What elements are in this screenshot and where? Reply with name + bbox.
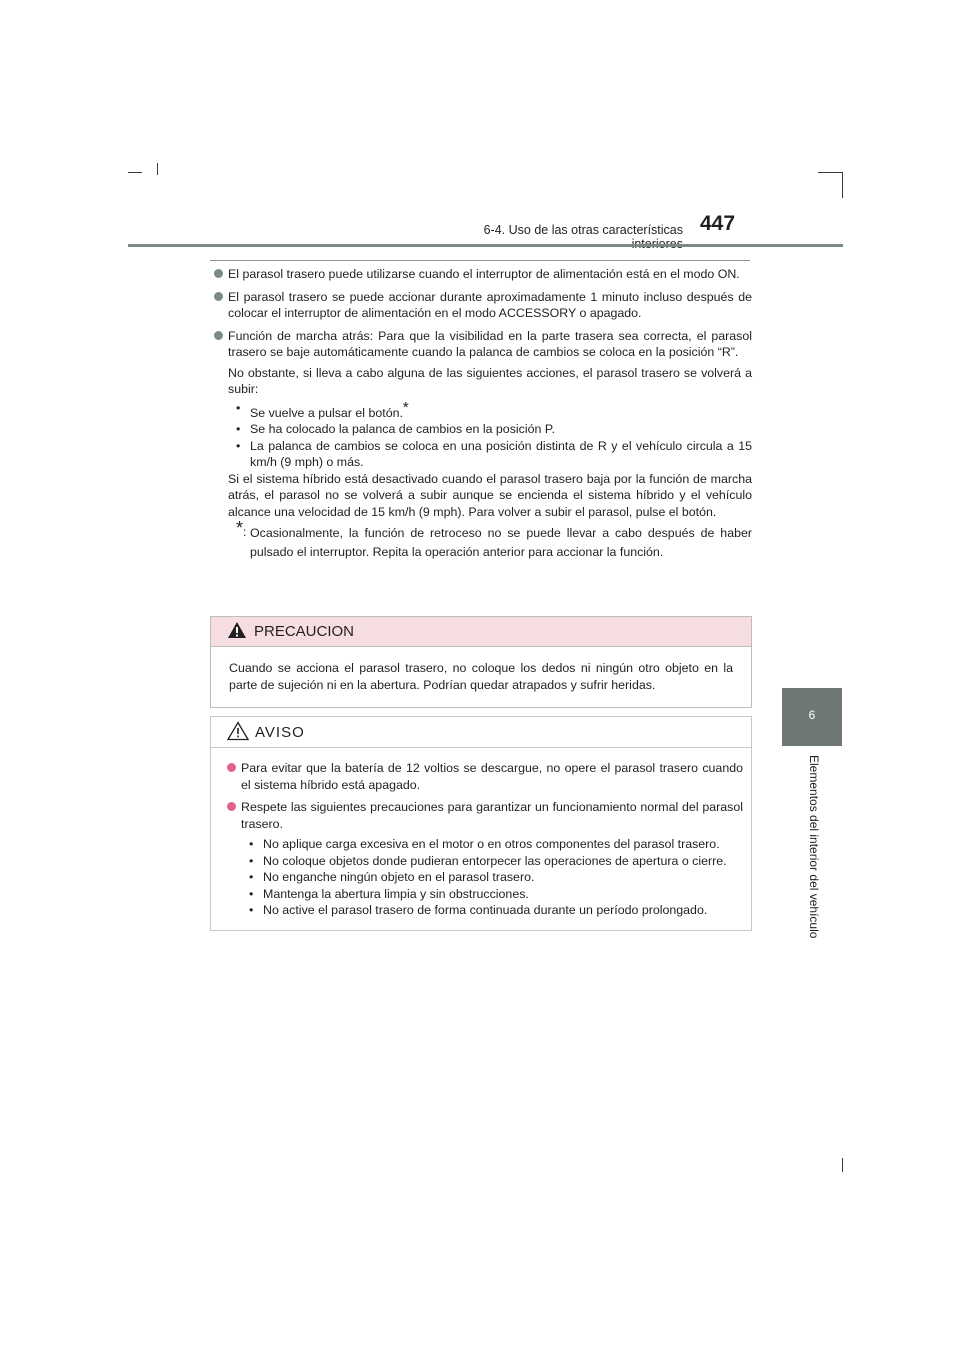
sub-bullet-icon: • (249, 853, 254, 868)
section-title: 6-4. Uso de las otras características (483, 223, 683, 237)
sub-item: • La palanca de cambios se coloca en una posición distinta de R y el vehículo circula a 15 km/h (9 mph) o más. (236, 438, 752, 470)
bullet-icon (227, 763, 236, 772)
bullet-icon (214, 292, 223, 301)
footnote-colon: : (243, 525, 247, 540)
sub-bullet-icon: • (249, 837, 254, 851)
sub-bullet-icon: • (236, 438, 241, 453)
sub-item: • No coloque objetos donde pudieran entorpecer las operaciones de apertura o cierre. (249, 853, 727, 868)
notice-sub-list (241, 836, 743, 919)
crop-mark (128, 172, 142, 173)
main-content (210, 266, 752, 568)
caution-title: PRECAUCION (254, 623, 355, 640)
notice-header (211, 717, 751, 748)
notice-content (211, 748, 751, 919)
crop-mark (842, 1158, 843, 1172)
notice-triangle-icon (227, 721, 249, 741)
notice-title: AVISO (255, 724, 305, 741)
sub-item: • No aplique carga excesiva en el motor o en otros componentes del parasol trasero. (249, 837, 720, 851)
footnote-star: * (402, 398, 409, 416)
crop-mark (842, 172, 843, 198)
bullet-icon (214, 269, 223, 278)
bullet-icon (214, 331, 223, 340)
caution-box (210, 616, 752, 708)
hybrid-note: Si el sistema híbrido está desactivado cuando el parasol trasero baja por la función de marcha atrás, el parasol no se volverá a subir aunque se encienda el sistema híbrido y el vehículo alcance una velocidad de 15 km/h (9 mph). Para volver a subir el parasol, pulse el botón. (228, 471, 752, 519)
chapter-title: Elementos del interior del vehículo (807, 755, 821, 939)
sub-bullet-icon: • (236, 400, 241, 415)
caution-text: Cuando se acciona el parasol trasero, no coloque los dedos ni ningún otro objeto en la parte de sujeción ni en la abertura. Podrían quedar atrapados y sufrir heridas. (229, 661, 733, 692)
header-rule (128, 244, 843, 247)
list-item: Respete las siguientes precauciones para garantizar un funcionamiento normal del parasol trasero. • No aplique carga excesiva en el motor o en otros componentes del parasol trasero. • No coloque objetos donde pudieran entorpecer las operaciones de apertura o cierre. • No enganche ningún objeto en el parasol trasero. • Mantenga la abertura limpia y sin obstrucciones. • No active el parasol trasero de forma continuada durante un período prolongado. (223, 799, 743, 919)
notice-box (210, 716, 752, 931)
warning-triangle-icon (227, 621, 247, 639)
sub-item: • Se vuelve a pulsar el botón.* (236, 398, 409, 420)
content-rule (210, 260, 750, 261)
sub-bullet-icon: • (236, 422, 241, 437)
crop-mark (818, 172, 842, 173)
footnote: * : Ocasionalmente, la función de retroceso no se puede llevar a cabo después de haber pulsado el interruptor. Repita la operación anterior para accionar la función. (236, 518, 752, 560)
sub-bullet-icon: • (249, 870, 254, 884)
reverse-intro: No obstante, si lleva a cabo alguna de las siguientes acciones, el parasol trasero se volverá a subir: (228, 365, 752, 396)
crop-mark (157, 163, 158, 175)
caution-header (211, 617, 751, 647)
sub-item: • Mantenga la abertura limpia y sin obstrucciones. (249, 886, 529, 901)
list-item: El parasol trasero se puede accionar durante aproximadamente 1 minuto incluso después de colocar el interruptor de alimentación en el modo ACCESSORY o apagado. (210, 289, 752, 322)
list-item: El parasol trasero puede utilizarse cuando el interruptor de alimentación está en el modo ON. (210, 266, 752, 283)
sub-item: • Se ha colocado la palanca de cambios en la posición P. (236, 422, 555, 437)
list-item: Función de marcha atrás: Para que la visibilidad en la parte trasera sea correcta, el parasol trasero se baje automáticamente cuando la palanca de cambios se coloca en la posición “R”. No obstante, si lleva a cabo alguna de las siguientes acciones, el parasol trasero se volverá a subir: • Se vuelve a pulsar el botón.* • Se ha colocado la palanca de cambios en la posición P. • La palanca de cambios se coloca en una posición distinta de R y el vehículo circula a 15 km/h (9 mph) o más. Si el sistema híbrido está desactivado cuando el parasol trasero baja por la función de marcha atrás, el parasol no se volverá a subir aunque se encienda el sistema híbrido y el vehículo alcance una velocidad de 15 km/h (9 mph). Para volver a subir el parasol, pulse el botón. * : Ocasionalmente, la función de retroceso no se puede llevar a cabo después de haber pulsado el interruptor. Repita la operación anterior para accionar la función. (210, 328, 752, 563)
chapter-tab: 6 (782, 688, 842, 746)
bullet-icon (227, 802, 236, 811)
sub-item: • No active el parasol trasero de forma continuada durante un período prolongado. (249, 903, 708, 917)
page-number: 447 (700, 212, 736, 235)
sub-bullet-icon: • (249, 886, 254, 901)
sub-bullet-icon: • (249, 903, 254, 917)
footnote-star: * (236, 518, 244, 539)
sub-item: • No enganche ningún objeto en el parasol trasero. (249, 870, 535, 884)
list-item: Para evitar que la batería de 12 voltios se descargue, no opere el parasol trasero cuando el sistema híbrido está apagado. (223, 760, 743, 793)
